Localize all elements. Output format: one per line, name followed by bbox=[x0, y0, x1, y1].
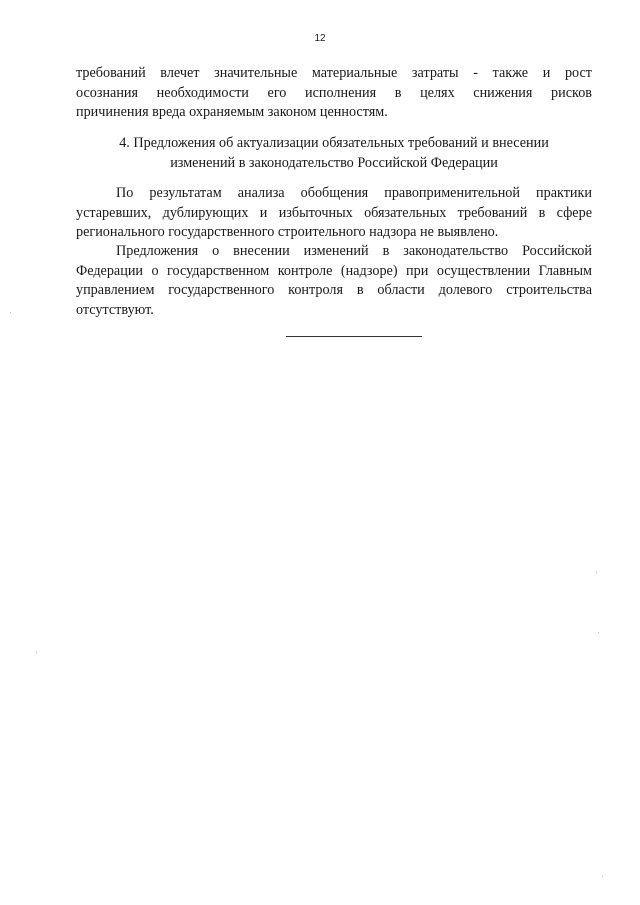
paragraph-line: устаревших, дублирующих и избыточных обязательных требований в сфере bbox=[76, 204, 592, 221]
scan-speck bbox=[596, 572, 597, 573]
findings-paragraph bbox=[76, 184, 592, 243]
heading-line: изменений в законодательство Российской Федерации bbox=[170, 154, 498, 171]
page-number: 12 bbox=[314, 33, 326, 44]
paragraph-line: управлением государственного контроля в области долевого строительства bbox=[76, 282, 592, 298]
paragraph-line: отсутствуют. bbox=[76, 301, 154, 318]
paragraph-line: требований влечет значительные материальные затраты - также и рост bbox=[76, 65, 592, 81]
paragraph-line: По результатам анализа обобщения правоприменительной практики bbox=[116, 185, 592, 201]
scan-speck bbox=[10, 312, 11, 313]
paragraph-line: Предложения о внесении изменений в законодательство Российской bbox=[116, 243, 592, 259]
continuation-paragraph bbox=[76, 64, 592, 123]
end-separator-line bbox=[286, 336, 422, 337]
section-heading bbox=[60, 134, 608, 173]
scan-speck bbox=[602, 876, 603, 877]
paragraph-line: Федерации о государственном контроле (надзоре) при осуществлении Главным bbox=[76, 262, 592, 279]
paragraph-line: регионального государственного строительного надзора не выявлено. bbox=[76, 224, 499, 240]
paragraph-line: причинения вреда охраняемым законом ценностям. bbox=[76, 104, 388, 120]
scan-speck bbox=[36, 652, 37, 653]
paragraph-line: осознания необходимости его исполнения в целях снижения рисков bbox=[76, 84, 592, 101]
heading-line: 4. Предложения об актуализации обязательных требований и внесении bbox=[119, 135, 549, 151]
scan-speck bbox=[598, 632, 599, 633]
proposals-paragraph bbox=[76, 242, 592, 320]
